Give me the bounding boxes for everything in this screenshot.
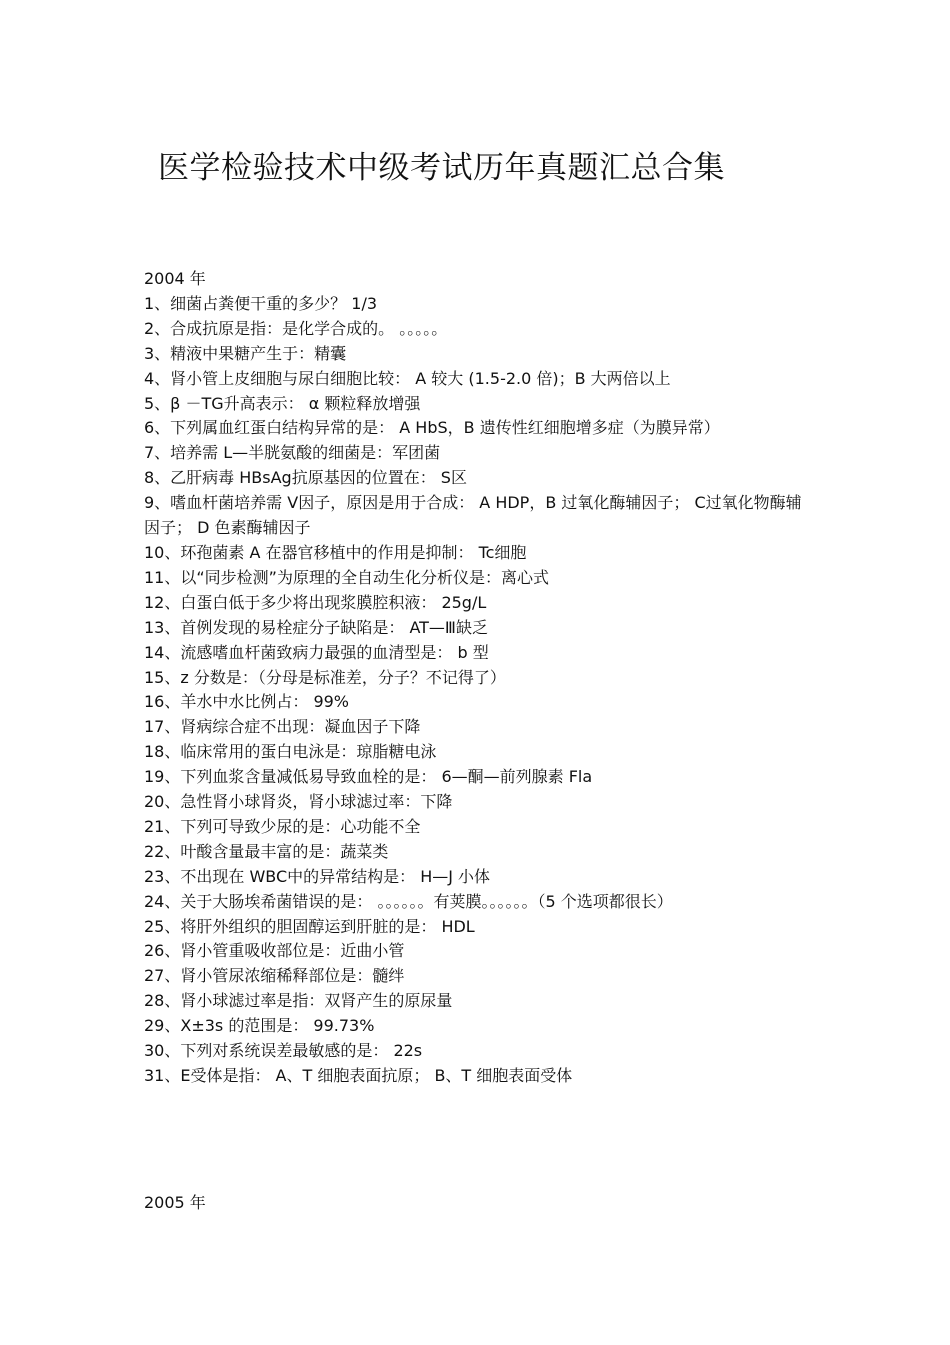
- question-item: 3、精液中果糖产生于：精囊: [144, 343, 347, 363]
- section-year-heading: 2005 年: [144, 1193, 206, 1212]
- question-item: 31、E受体是指： A、T 细胞表面抗原； B、T 细胞表面受体: [144, 1066, 573, 1085]
- question-item: 11、以“同步检测”为原理的全自动生化分析仪是：离心式: [144, 567, 549, 587]
- question-item: 8、乙肝病毒 HBsAg抗原基因的位置在： S区: [144, 468, 467, 488]
- question-list: [144, 292, 814, 1089]
- question-item: 14、流感嗜血杆菌致病力最强的血清型是： b 型: [144, 642, 489, 662]
- question-item: 7、培养需 L—半胱氨酸的细菌是：军团菌: [144, 443, 441, 463]
- question-item: 22、叶酸含量最丰富的是：蔬菜类: [144, 841, 389, 861]
- section-year-heading: 2004 年: [144, 269, 206, 288]
- question-item: 4、肾小管上皮细胞与尿白细胞比较： A 较大 (1.5-2.0 倍)；B 大两倍以上: [144, 368, 671, 388]
- question-item: 17、肾病综合症不出现：凝血因子下降: [144, 717, 421, 737]
- question-item: 19、下列血浆含量减低易导致血栓的是： 6—酮—前列腺素 Fla: [144, 767, 593, 787]
- question-item: 15、z 分数是：（分母是标准差，分子？不记得了）: [144, 667, 506, 687]
- question-item: 5、β －TG升高表示： α 颗粒释放增强: [144, 393, 421, 413]
- question-item: 29、X±3s 的范围是： 99.73%: [144, 1016, 375, 1036]
- question-item: 12、白蛋白低于多少将出现浆膜腔积液： 25g/L: [144, 592, 487, 612]
- question-item: 13、首例发现的易栓症分子缺陷是： AT—Ⅲ缺乏: [144, 617, 488, 637]
- question-item: 23、不出现在 WBC中的异常结构是： H—J 小体: [144, 866, 491, 886]
- question-item: 21、下列可导致少尿的是：心功能不全: [144, 816, 421, 836]
- question-item: 25、将肝外组织的胆固醇运到肝脏的是： HDL: [144, 916, 475, 936]
- question-item: 9、嗜血杆菌培养需 V因子，原因是用于合成： A HDP，B 过氧化酶辅因子； C过氧化物酶辅因子； D 色素酶辅因子: [144, 493, 802, 538]
- question-item: 2、合成抗原是指：是化学合成的。 。。。。。: [144, 318, 448, 338]
- question-item: 16、羊水中水比例占： 99%: [144, 692, 350, 712]
- question-item: 30、下列对系统误差最敏感的是： 22s: [144, 1041, 423, 1061]
- question-item: 18、临床常用的蛋白电泳是：琼脂糖电泳: [144, 742, 437, 762]
- question-item: 24、关于大肠埃希菌错误的是： 。。。。。。有荚膜。。。。。。（5 个选项都很长）: [144, 891, 673, 911]
- question-item: 28、肾小球滤过率是指：双肾产生的原尿量: [144, 991, 453, 1011]
- question-item: 27、肾小管尿浓缩稀释部位是：髓绊: [144, 966, 405, 986]
- question-item: 20、急性肾小球肾炎，肾小球滤过率：下降: [144, 792, 453, 812]
- section-2004: [144, 267, 814, 1089]
- question-item: 6、下列属血红蛋白结构异常的是： A HbS，B 遗传性红细胞增多症（为膜异常）: [144, 418, 720, 438]
- section-2005: [144, 1191, 814, 1216]
- document-title: 医学检验技术中级考试历年真题汇总合集: [158, 150, 725, 186]
- question-item: 10、环孢菌素 A 在器官移植中的作用是抑制： Tc细胞: [144, 542, 527, 562]
- question-item: 1、细菌占粪便干重的多少？ 1/3: [144, 293, 378, 313]
- question-item: 26、肾小管重吸收部位是：近曲小管: [144, 941, 405, 961]
